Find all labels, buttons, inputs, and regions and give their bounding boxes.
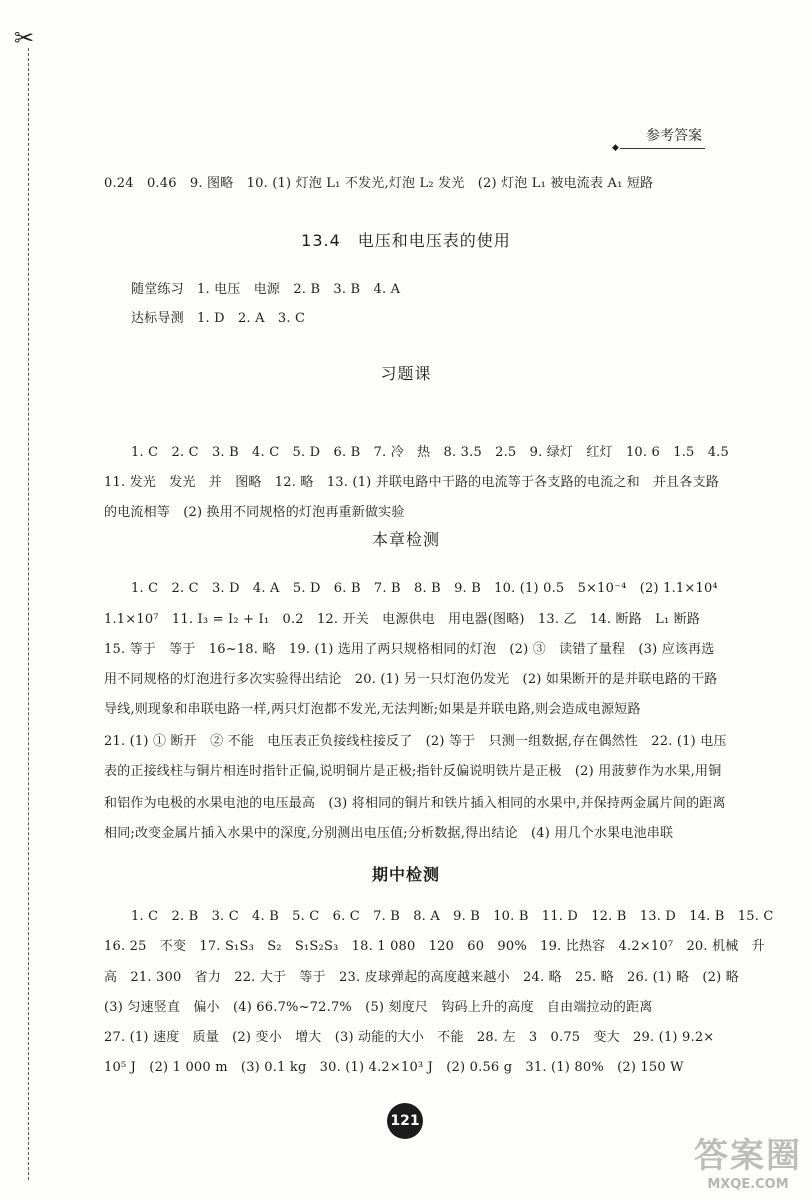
answer-line: 1. C 2. C 3. B 4. C 5. D 6. B 7. 冷 热 8. 3.5 2.5 9. 绿灯 红灯 10. 6 1.5 4.5 [131, 445, 729, 460]
watermark-logo: 答案圈 [694, 1136, 802, 1176]
cut-line [28, 48, 29, 1180]
answer-line: 达标导测 1. D 2. A 3. C [131, 311, 306, 326]
answer-line: (3) 匀速竖直 偏小 (4) 66.7%~72.7% (5) 刻度尺 钩码上升的高度 自由端拉动的距离 [104, 1000, 653, 1015]
answer-line: 21. (1) ① 断开 ② 不能 电压表正负接线柱接反了 (2) 等于 只测一组数据,存在偶然性 22. (1) 电压 [104, 734, 727, 749]
scissors-icon: ✂ [14, 24, 35, 52]
answer-line: 导线,则现象和串联电路一样,两只灯泡都不发光,无法判断;如果是并联电路,则会造成电源短路 [104, 702, 641, 717]
answer-line: 高 21. 300 省力 22. 大于 等于 23. 皮球弹起的高度越来越小 24. 略 25. 略 26. (1) 略 (2) 略 [104, 970, 739, 985]
section-title-chapter: 本章检测 [371, 530, 440, 549]
page-number [387, 1103, 423, 1139]
header-rule [620, 148, 705, 149]
watermark-url: MXQE.COM [707, 1177, 789, 1192]
answer-line: 10⁵ J (2) 1 000 m (3) 0.1 kg 30. (1) 4.2×10³ J (2) 0.56 g 31. (1) 80% (2) 150 W [104, 1060, 684, 1075]
answer-line: 和铝作为电极的水果电池的电压最高 (3) 将相同的铜片和铁片插入相同的水果中,并保持两金属片间的距离 [104, 796, 726, 811]
answer-line: 1.1×10⁷ 11. I₃ = I₂ + I₁ 0.2 12. 开关 电源供电 用电器(图略) 13. 乙 14. 断路 L₁ 断路 [104, 612, 701, 627]
answer-line: 15. 等于 等于 16~18. 略 19. (1) 选用了两只规格相同的灯泡 (2) ③ 读错了量程 (3) 应该再选 [104, 642, 715, 657]
answer-line: 11. 发光 发光 并 图略 12. 略 13. (1) 并联电路中干路的电流等于各支路的电流之和 并且各支路 [104, 475, 719, 490]
section-title-13-4: 13.4 电压和电压表的使用 [301, 231, 511, 250]
answer-line: 1. C 2. C 3. D 4. A 5. D 6. B 7. B 8. B 9. B 10. (1) 0.5 5×10⁻⁴ (2) 1.1×10⁴ [131, 581, 718, 596]
answer-line: 27. (1) 速度 质量 (2) 变小 增大 (3) 动能的大小 不能 28. 左 3 0.75 变大 29. (1) 9.2× [104, 1030, 715, 1045]
top-answer-line: 0.24 0.46 9. 图略 10. (1) 灯泡 L₁ 不发光,灯泡 L₂ 发光 (2) 灯泡 L₁ 被电流表 A₁ 短路 [104, 176, 654, 191]
answer-line: 的电流相等 (2) 换用不同规格的灯泡再重新做实验 [104, 505, 405, 520]
header-label: 参考答案 [646, 128, 702, 144]
diamond-icon: ◆ [612, 143, 619, 153]
answer-line: 相同;改变金属片插入水果中的深度,分别测出电压值;分析数据,得出结论 (4) 用几个水果电池串联 [104, 826, 674, 841]
answer-line: 表的正接线柱与铜片相连时指针正偏,说明铜片是正极;指针反偏说明铁片是正极 (2) 用菠萝作为水果,用铜 [104, 764, 722, 779]
answer-line: 用不同规格的灯泡进行多次实验得出结论 20. (1) 另一只灯泡仍发光 (2) 如果断开的是并联电路的干路 [104, 672, 718, 687]
answer-line: 16. 25 不变 17. S₁S₃ S₂ S₁S₂S₃ 18. 1 080 120 60 90% 19. 比热容 4.2×10⁷ 20. 机械 升 [104, 939, 765, 954]
section-title-exercise: 习题课 [380, 364, 432, 383]
answer-line: 随堂练习 1. 电压 电源 2. B 3. B 4. A [131, 282, 401, 297]
watermark [694, 1128, 802, 1192]
answer-line: 1. C 2. B 3. C 4. B 5. C 6. C 7. B 8. A 9. B 10. B 11. D 12. B 13. D 14. B 15. C [131, 909, 774, 924]
page-number-text: 121 [390, 1113, 420, 1129]
section-title-midterm: 期中检测 [371, 865, 440, 884]
